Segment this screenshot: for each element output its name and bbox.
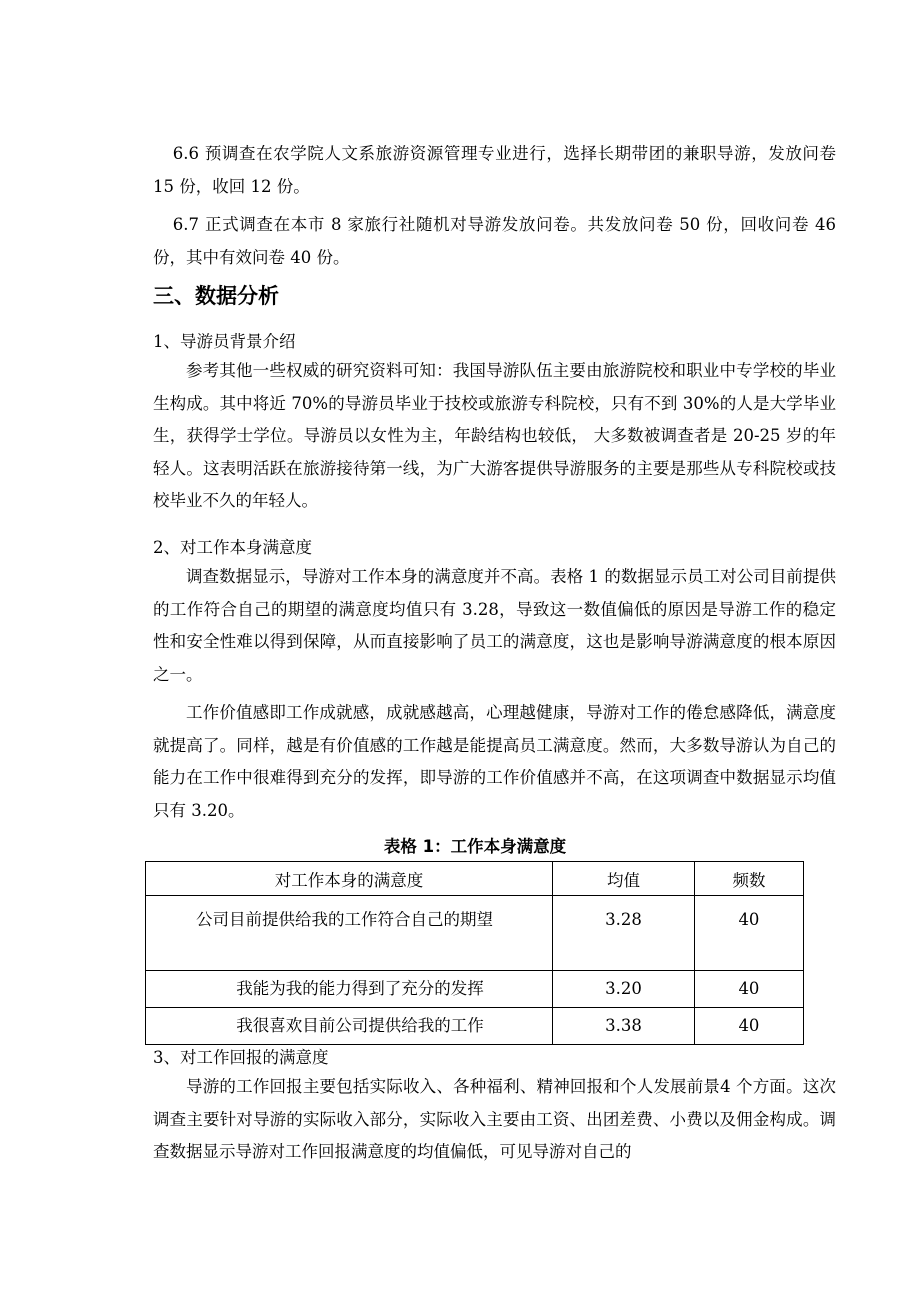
table-cell-item: 我很喜欢目前公司提供给我的工作	[146, 1008, 553, 1045]
subsection-body-3: 导游的工作回报主要包括实际收入、各种福利、精神回报和个人发展前景4 个方面。这次调查主要针对导游的实际收入部分，实际收入主要由工资、出团差费、小费以及佣金构成。调查数据显示导游对工作回报满意度的均值偏低，可见导游对自己的	[153, 1077, 836, 1161]
subsection-title-3: 3、对工作回报的满意度	[153, 1048, 329, 1067]
table-caption: 表格 1：工作本身满意度	[383, 837, 567, 856]
subsection-title-2: 2、对工作本身满意度	[153, 538, 312, 557]
table-header-frequency: 频数	[694, 862, 803, 896]
table-header-row	[146, 862, 804, 896]
section-title: 三、数据分析	[153, 284, 279, 308]
table-cell-mean: 3.38	[553, 1008, 695, 1045]
table-cell-item: 我能为我的能力得到了充分的发挥	[146, 971, 553, 1008]
table-header-mean: 均值	[553, 862, 695, 896]
paragraph-6-6: 6.6 预调查在农学院人文系旅游资源管理专业进行，选择长期带团的兼职导游，发放问卷 15 份，收回 12 份。	[153, 144, 836, 196]
subsection-body-1: 参考其他一些权威的研究资料可知：我国导游队伍主要由旅游院校和职业中专学校的毕业生构成。其中将近 70%的导游员毕业于技校或旅游专科院校，只有不到 30%的人是大学毕业生，获得学士学位。导游员以女性为主，年龄结构也较低， 大多数被调查者是 20-25 岁的年轻人。这表明活跃在旅游接待第一线，为广大游客提供导游服务的主要是那些从专科院校或技校毕业不久的年轻人。	[153, 361, 836, 510]
table-row	[146, 1008, 804, 1045]
table-cell-item: 公司目前提供给我的工作符合自己的期望	[146, 896, 553, 971]
table-row	[146, 971, 804, 1008]
subsection-body-2a: 调查数据显示，导游对工作本身的满意度并不高。表格 1 的数据显示员工对公司目前提供的工作符合自己的期望的满意度均值只有 3.28，导致这一数值偏低的原因是导游工作的稳定性和安全性难以得到保障，从而直接影响了员工的满意度，这也是影响导游满意度的根本原因之一。	[153, 567, 836, 684]
table-cell-frequency: 40	[694, 896, 803, 971]
table-cell-frequency: 40	[694, 971, 803, 1008]
table-header-item: 对工作本身的满意度	[146, 862, 553, 896]
subsection-title-1: 1、导游员背景介绍	[153, 332, 296, 351]
subsection-body-2b: 工作价值感即工作成就感，成就感越高，心理越健康，导游对工作的倦怠感降低，满意度就提高了。同样，越是有价值感的工作越是能提高员工满意度。然而，大多数导游认为自己的能力在工作中很难得到充分的发挥，即导游的工作价值感并不高，在这项调查中数据显示均值只有 3.20。	[153, 703, 836, 820]
paragraph-6-7: 6.7 正式调查在本市 8 家旅行社随机对导游发放问卷。共发放问卷 50 份，回收问卷 46 份，其中有效问卷 40 份。	[153, 215, 836, 267]
table-cell-mean: 3.28	[553, 896, 695, 971]
table-row	[146, 896, 804, 971]
table-cell-mean: 3.20	[553, 971, 695, 1008]
satisfaction-table	[145, 861, 804, 1045]
table-cell-frequency: 40	[694, 1008, 803, 1045]
